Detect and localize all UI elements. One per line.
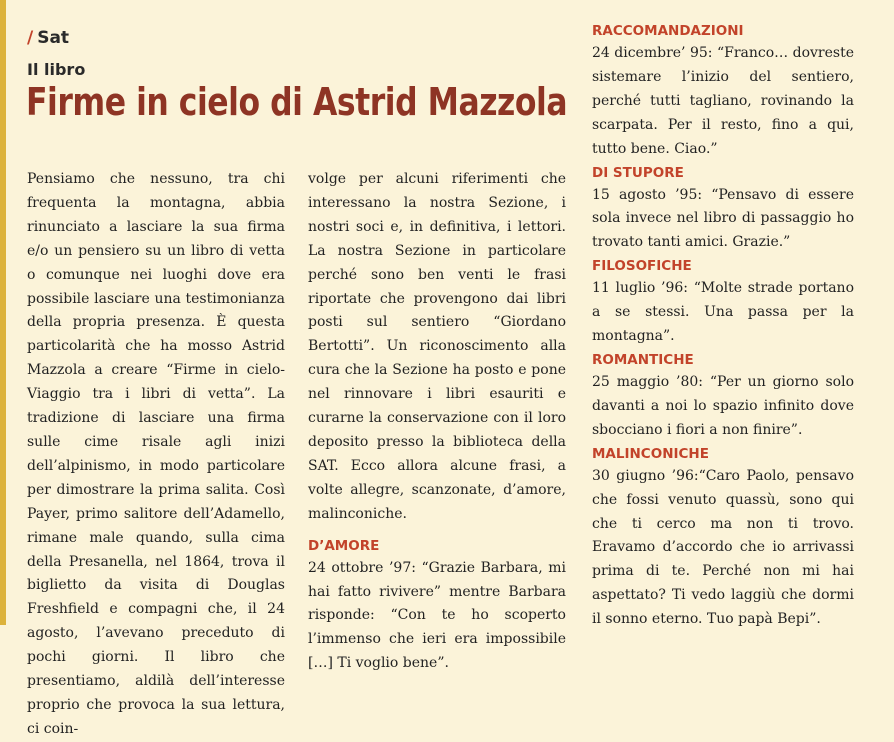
article-title: Firme in cielo di Astrid Mazzola (26, 80, 568, 124)
section-heading-stupore: DI STUPORE (592, 164, 684, 181)
section-text-filosofiche: 11 luglio ’96: “Molte strade portano a se stessi. Una passa per la montagna”. (592, 280, 854, 345)
article-text-col2: volge per alcuni riferimenti che interessano la nostra Sezione, i nostri soci e, in definitiva, i lettori. La nostra Sezione in particolare perché sono ben venti le frasi riportate che provengono dai libri posti sul sentiero “Giordano Bertotti”. Un riconoscimento alla cura che la Sezione ha posto e pone nel rinnovare i libri esauriti e curarne la conservazione con il loro deposito presso la biblioteca della SAT. Ecco allora alcune frasi, a volte allegre, scanzonate, d’amore, malinconiche. (308, 171, 566, 522)
section-text-malinconiche: 30 giugno ’96:“Caro Paolo, pensavo che fossi venuto quassù, sono qui che ti cerco ma non ti trovo. Eravamo d’accordo che io arrivassi prima di te. Perché non mi hai aspettato? Ti vedo laggiù che dormi il sonno eterno. Tuo papà Bepi”. (592, 467, 854, 628)
section-text-amore: 24 ottobre ’97: “Grazie Barbara, mi hai fatto rivivere” mentre Barbara risponde: “Con te ho scoperto l’immenso che ieri era impossibile […] Ti voglio bene”. (308, 559, 566, 672)
section-heading-raccomandazioni: RACCOMANDAZIONI (592, 23, 744, 39)
article-column-2 (308, 168, 566, 676)
left-accent-bar (0, 0, 6, 625)
article-column-1 (27, 168, 285, 742)
section-heading-romantiche: ROMANTICHE (592, 351, 694, 368)
subkicker: Il libro (27, 60, 86, 79)
kicker-slash: / (27, 28, 34, 48)
section-heading-malinconiche: MALINCONICHE (592, 445, 709, 462)
section-heading-filosofiche: FILOSOFICHE (592, 258, 692, 275)
section-kicker (27, 28, 69, 48)
article-text-col1: Pensiamo che nessuno, tra chi frequenta la montagna, abbia rinunciato a lasciare la sua firma e/o un pensiero su un libro di vetta o comunque nei luoghi dove era possibile lasciare una testimonianza della propria presenza. È questa particolarità che ha mosso Astrid Mazzola a creare “Firme in cielo-Viaggio tra i libri di vetta”. La tradizione di lasciare una firma sulle cime risale agli inizi dell’alpinismo, in modo particolare per dimostrare la prima salita. Così Payer, primo salitore dell’Adamello, rimane male quando, sulla cima della Presanella, nel 1864, trova il biglietto da visita di Douglas Freshfield e compagni che, il 24 agosto, l’avevano preceduto di pochi giorni. Il libro che presentiamo, aldilà dell’interesse proprio che provoca la sua lettura, ci coin- (27, 171, 285, 737)
section-text-romantiche: 25 maggio ’80: “Per un giorno solo davanti a noi lo spazio infinito dove sbocciano i fiori a non finire”. (592, 373, 854, 438)
section-heading-amore: D’AMORE (308, 537, 380, 554)
article-column-3 (592, 20, 854, 632)
section-text-stupore: 15 agosto ’95: “Pensavo di essere sola invece nel libro di passaggio ho trovato tanti amici. Grazie.” (592, 186, 854, 251)
section-text-raccomandazioni: 24 dicembre’ 95: “Franco… dovreste sistemare l’inizio del sentiero, perché tutti tagliano, rovinando la scarpata. Per il resto, fino a qui, tutto bene. Ciao.” (592, 45, 854, 157)
kicker-label: Sat (37, 28, 70, 48)
